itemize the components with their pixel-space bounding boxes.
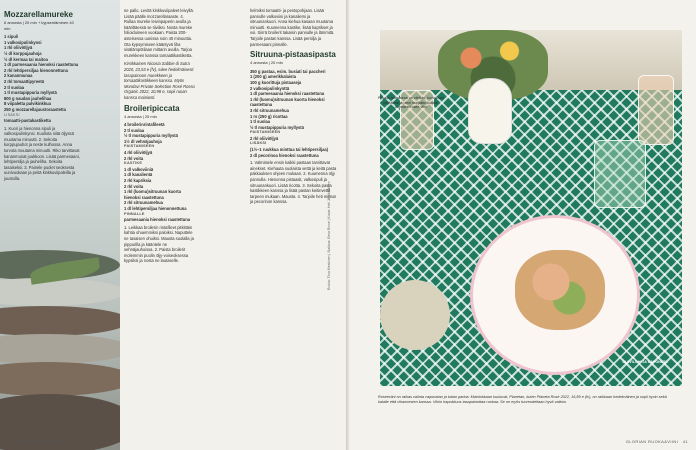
ingredient: 1 tl mustapippuria myllystä <box>4 90 57 96</box>
recipe3-ingredients <box>250 69 338 159</box>
fish-dish <box>515 250 605 330</box>
recipe2-steps-cont: helmiksi tomaatti- ja pestopohjaan. Lisää pannulle valkoviini ja kanaliemi ja sitruunankuori. Anna kiehua kasaan muutama minuutti. Kuumenna kastike, lisää kaprikset ja voi. Siirrä broilerit takaisin pannulle ja lämmitä. Tarjoile pastan kanssa. Lisää persilja ja parmesaani pinnalle. <box>250 8 335 47</box>
ingredient: parmesaania hienoksi raastettuna <box>124 217 190 223</box>
photo-caption-bottom: Roseeviini on raikas valinta caponatan ja kalan parina: Mainiokkaan kuuluvat, Planetan, kuten Planeta Rosé 2022, 16,89 e (fv), on raikkaan hedelmäinen ja sopii hyvin sekä kalalle että vihannesten kanssa. Viinin hapokkuus tasapainottaa ruokaa. Se on myös tuoreudeltaan hyvä valinta. <box>378 395 667 404</box>
recipe2-steps: 1. Leikkaa broilerin rintafileet pitkittäin kahtia ohuemmiksi paloiksi. Naputtele ne tasaisen ohuiksi. Mausta suolalla ja pippurilla ja kääntele ne vehnäjauhoissa. 2. Paista broilerit molemmin puolin öljy-voiseoksessa kypsiksi ja nosta ne lautaselle. <box>124 224 194 264</box>
ingredient: 2 tl suolaa <box>124 127 145 133</box>
ingredient: 1 dl lehtipersiljaa hienonnettuna <box>124 206 187 211</box>
ingredient: 2 kananmunaa <box>4 73 33 79</box>
ingredient-group-label: PINNALLE <box>124 211 145 216</box>
recipe2-meta: 4 annosta | 25 min <box>124 113 157 119</box>
magazine-title: GLORIAN RUOKA&VIINI <box>17 439 71 444</box>
ingredient: (1½–1 ruukkua minttua tai lehtipersiljaa) <box>250 147 329 153</box>
ingredient: 2 rkl voita <box>124 183 144 189</box>
plate-shape <box>0 334 120 364</box>
ingredient: 3 rkl sitruunamehua <box>250 107 289 113</box>
water-glass <box>594 140 646 208</box>
ingredient: 2 rkl sitruunamehua <box>124 200 163 206</box>
ingredient-group-label: PAISTAMISEEN <box>124 144 155 149</box>
ingredient: 2 rkl tomaattipyreetä <box>4 78 45 84</box>
recipe1-ingredients <box>4 34 80 112</box>
extra-label: LISÄKSI <box>4 112 20 117</box>
recipe1-meta: 6 annosta | 20 min + kypsentäminen 40 min <box>4 20 74 31</box>
recipe1-column <box>4 10 80 182</box>
ingredient: 8 viipaletta palvikinkkua <box>4 101 51 107</box>
ingredient: 1 tl suolaa <box>250 119 271 125</box>
ingredient: 2 rkl kapriksia <box>124 178 152 184</box>
ingredient: 4 broilerinrintafileetä <box>124 122 165 128</box>
ingredient: ½ tl mustapippuria myllystä <box>124 133 178 139</box>
right-page <box>350 0 696 450</box>
recipe1-title: Mozzarellamureke <box>4 10 73 19</box>
ingredient: ½ tl mustapippuria myllystä <box>250 124 304 130</box>
ingredient: 1 dl parmesaania hienoksi raastettuna <box>4 62 79 68</box>
left-footer <box>8 439 70 444</box>
ingredient-group-label: KASTIKE <box>124 161 143 166</box>
ingredient: 250 g mozzarellajuustoraastetta <box>4 106 66 112</box>
ingredient: 4 rkl oliiviöljyä <box>124 150 153 156</box>
magazine-title: GLORIAN RUOKA&VIINI <box>625 439 679 444</box>
middle-column <box>124 8 196 264</box>
ingredient: 1 rkl (luomu)sitruunan kuorta hienoksi raastettuna <box>124 189 181 200</box>
ingredient: 2 rkl voita <box>124 155 144 161</box>
ingredient: ½ dl korppujauhoja <box>4 50 42 56</box>
food-photo <box>380 30 682 386</box>
ingredient: 350 g pastaa, esim. busiati tai paccheri <box>250 68 326 74</box>
wine-note: Kirsikkainen Nicosia Sabbie di Sutra 2020, 23,53 e (fv), tulee hedelmäisesti tasapainoon murekkeen ja tomaattikastikkeen kanssa. Myös Mondavi Private Selection Rosé Rosso Organic 2022, 10,98 e, sopii ruoan kanssa mainiosti. <box>124 61 195 100</box>
page-number: 41 <box>682 439 688 444</box>
ingredient: 1 dl parmesaania hienoksi raastettuna <box>250 91 325 97</box>
ingredient: 2 tl suolaa <box>4 84 25 90</box>
ingredient: 100 g kuorittuja pistaaseja <box>250 79 302 85</box>
plate-caption: OLIIVILOHI JA CAPONATA <box>622 360 668 364</box>
wine-glass <box>638 75 674 145</box>
ingredient: 2 dl pecorinoa hienoksi raastettuna <box>250 152 319 158</box>
ingredient: 1 (200 g) amerikkalaista <box>250 74 296 80</box>
ingredient: 2 valkosipulinkynttä <box>250 85 290 91</box>
ingredient: 800 g naudan jauhelihaa <box>4 95 52 101</box>
recipe1-steps-cont: ne pallo. Levitä kinkkuviipaleet leivyllä. Lisää päälle mozzarellaraaste. 4. Rullaa mureke leivinpaperin avulla ja käärittäessä se tiiviiksi. Nosta mureke folioiduineen vuokaan. Paista 200-asteisessa uunissa noin 40 minuuttia. Ota kypsymiseen kääntyvä liha sisälämpötilaan mittarin avulla. Tarjoa murekkeen kanssa tomaattikastiketta. <box>124 8 194 58</box>
ingredient: 1 valkosipulinkynsi <box>4 39 42 45</box>
ingredient: 1 rkl oliiviöljyä <box>4 45 33 51</box>
ingredient: 1 dl kanalientä <box>124 172 153 178</box>
photo-credit: Ruoka: Tiina Kieskinen | Stailaus: Eeva Rinne | Kuvat: Heli Jääskeläinen <box>327 181 331 290</box>
right-footer <box>626 439 688 444</box>
page-number: 40 <box>8 439 14 444</box>
right-column <box>250 8 338 205</box>
ingredient-group-label: LISÄKSI <box>250 141 267 146</box>
recipe3-steps: 1. Valmistele ensin kaikki pastaan tarvittavat ainekset. Kiehauta suolaista vettä ja keitä pasta pakkauksen ohjeen mukaan. 2. Kuumenna öljy pannulla. Hienonna pistaasit, valkosipuli ja sitruunankuori. Lisää ricotta. 3. Sekoita pasta kastikkeen kanssa ja lisää pastan keitinvettä tarpeen mukaan. Mausta. 4. Tarjoile heti mintun ja pecorinon kanssa. <box>250 160 337 205</box>
ingredient: 2 rkl lehtipersiljaa hienonnettuna <box>4 67 68 73</box>
recipe1-steps: 1. Kuori ja hienonna sipuli ja valkosipulinkynsi. Kuullota niitä öljyssä muutama minuutti. 2. Sekoita korppujauhot ja neste kulhossa. Anna turvota muutama minuutti. Riko tarvittavat kananmunat joukkoon. Lisää parmesaani, lehtipersilja ja jauheliha. Sekoita tasaiseksi. 3. Painele puolet seoksesta uunivuokaan ja peitä kinkkuviipaleilla ja juustolla. <box>4 125 80 182</box>
ingredient: 1 rs (250 g) ricottaa <box>250 113 288 119</box>
recipe2-title: Broileripiccata <box>124 103 180 113</box>
ingredient: 2 rkl oliiviöljyä <box>250 135 279 141</box>
ingredient: ½ dl kermaa tai maitoa <box>4 56 48 62</box>
left-page <box>0 0 346 450</box>
recipe2-ingredients <box>124 122 196 223</box>
plate-shape <box>0 362 120 396</box>
photo-caption-top: Pöydän koristeena on värikäs, kuviollinen pöytäliina ja pieni maljakko kukkia. Juomaksi rosee-viini. <box>378 96 444 110</box>
extra-ingredient: tomaatti-pastakastiketta <box>4 118 51 124</box>
ingredient-group-label: PAISTAMISEEN <box>250 130 281 135</box>
recipe3-meta: 4 annosta | 20 min <box>250 60 283 66</box>
bowl <box>380 280 450 350</box>
vase <box>468 78 512 144</box>
ingredient: 1 dl valkoviiniä <box>124 166 154 172</box>
ingredient: 1½ dl vehnäjauhoja <box>124 138 162 144</box>
plate-shape <box>0 278 120 306</box>
recipe3-title: Sitruuna-pistaasipasta <box>250 50 336 60</box>
ingredient: 1 sipuli <box>4 34 19 40</box>
plate-shape <box>0 306 120 336</box>
ingredient: 1 rkl (luomu)sitruunan kuorta hienoksi raastettuna <box>250 96 325 108</box>
